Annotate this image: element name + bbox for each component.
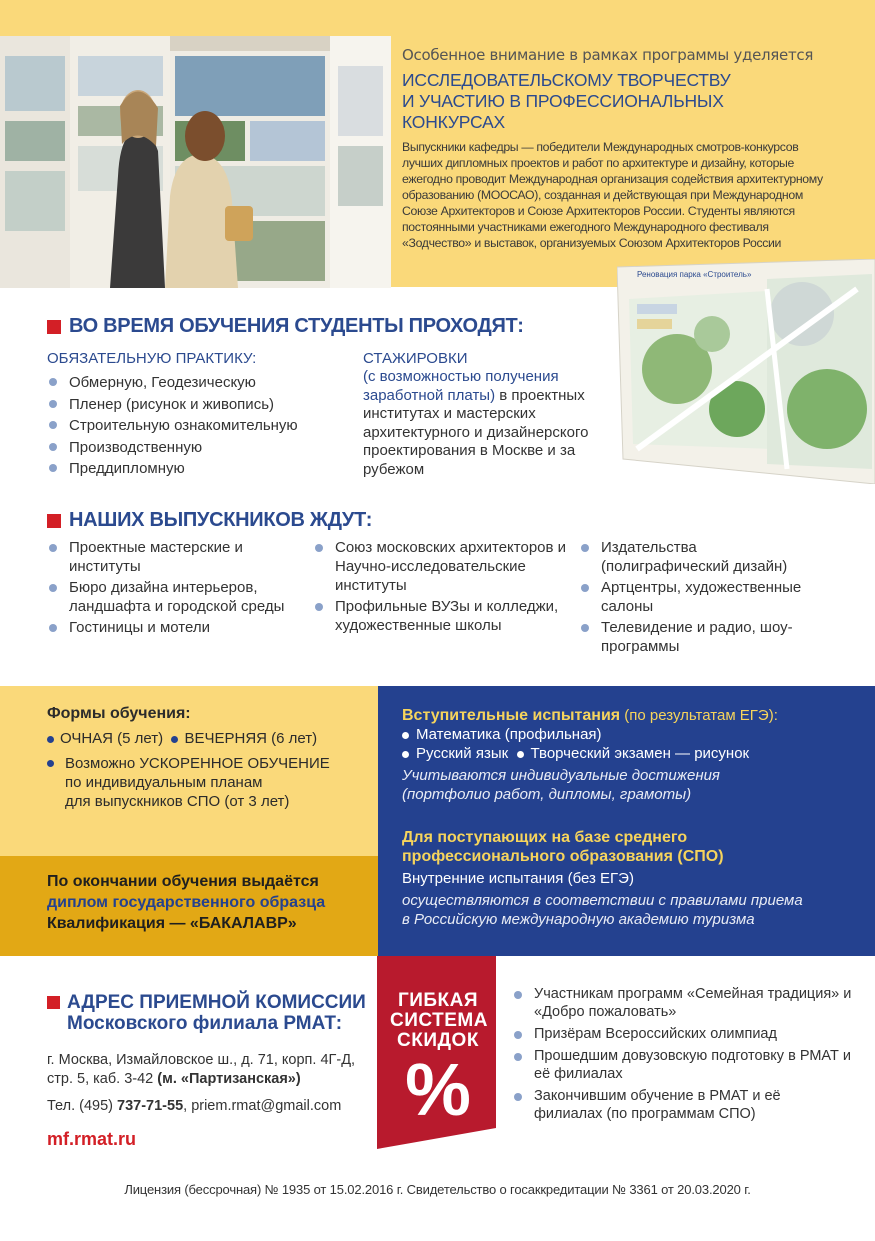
intro-body: Выпускники кафедры — победители Международных смотров-конкурсов лучших дипломных проектов и работ по архитектуре и дизайну, которые ежегодно проводит Международная организация содействия архитектурному образованию (МООСАО), созданная и действующая при Международном Союзе Архитекторов и Союзе Архитекторов России. Студенты являются постоянными участниками ежегодного Международного фестиваля «Зодчество» и выставок, организуемых Союзом Архитекторов России xyxy=(402,140,823,250)
forms-title: Формы обучения: xyxy=(47,705,191,722)
plan-caption: Реновация парка «Строитель» xyxy=(637,270,752,279)
spo-internal: Внутренние испытания (без ЕГЭ) xyxy=(402,870,634,887)
address-title-line: АДРЕС ПРИЕМНОЙ КОМИССИИ xyxy=(67,992,366,1013)
email-address[interactable]: , priem.rmat@gmail.com xyxy=(183,1098,342,1114)
spo-note-line: в Российскую международную академию туризма xyxy=(402,911,755,928)
list-item: Бюро дизайна интерьеров, ландшафта и городской среды xyxy=(47,578,292,616)
discount-badge-text xyxy=(390,991,486,1051)
exhibition-photo-image xyxy=(0,36,391,288)
bullet-icon xyxy=(47,760,54,767)
spo-title-line: профессионального образования (СПО) xyxy=(402,848,724,865)
exams-note-line: (портфолио работ, дипломы, грамоты) xyxy=(402,786,692,803)
intro-block xyxy=(402,46,842,251)
contact-line xyxy=(47,1098,341,1114)
bullet-icon xyxy=(517,751,524,758)
list-item: Участникам программ «Семейная традиция» и «Добро пожаловать» xyxy=(512,985,852,1021)
forms-block xyxy=(47,705,367,811)
exam-item: Творческий экзамен — рисунок xyxy=(530,745,750,762)
spo-block xyxy=(402,828,862,929)
spo-title-line: Для поступающих на базе среднего xyxy=(402,829,688,846)
accelerated-line: по индивидуальным планам xyxy=(65,774,263,791)
study-title: ВО ВРЕМЯ ОБУЧЕНИЯ СТУДЕНТЫ ПРОХОДЯТ: xyxy=(69,315,524,337)
exam-item: Математика (профильная) xyxy=(416,726,602,743)
discount-badge-line: СИСТЕМА xyxy=(390,1010,488,1031)
discount-list xyxy=(512,985,852,1127)
license-footer: Лицензия (бессрочная) № 1935 от 15.02.2016 г. Свидетельство о госаккредитации № 3361 от 20.03.2020 г. xyxy=(124,1182,751,1197)
list-item: Проектные мастерские и институты xyxy=(47,538,292,576)
exams-block xyxy=(402,706,862,804)
list-item: Артцентры, художественные салоны xyxy=(579,578,819,616)
red-square-icon xyxy=(47,514,61,528)
accelerated-item xyxy=(47,754,367,811)
bullet-icon xyxy=(402,751,409,758)
exams-note-line: Учитываются индивидуальные достижения xyxy=(402,767,720,784)
discount-badge-line: СКИДОК xyxy=(397,1030,479,1051)
practice-title: ОБЯЗАТЕЛЬНУЮ ПРАКТИКУ: xyxy=(47,350,257,367)
intro-heading-line: И УЧАСТИЮ В ПРОФЕССИОНАЛЬНЫХ xyxy=(402,91,724,111)
fulltime-label: ОЧНАЯ (5 лет) xyxy=(60,730,164,747)
grads-title: НАШИХ ВЫПУСКНИКОВ ЖДУТ: xyxy=(69,509,373,531)
exams-title-paren: (по результатам ЕГЭ): xyxy=(624,707,778,724)
internship-title: СТАЖИРОВКИ xyxy=(363,350,468,367)
internship-block xyxy=(363,349,623,479)
accelerated-line: Возможно УСКОРЕННОЕ ОБУЧЕНИЕ xyxy=(65,755,330,772)
list-item: Профильные ВУЗы и колледжи, художественные школы xyxy=(313,597,573,635)
website-link[interactable]: mf.rmat.ru xyxy=(47,1129,137,1149)
address-line: г. Москва, Измайловское ш., д. 71, корп. 4Г-Д, xyxy=(47,1052,356,1068)
bullet-icon xyxy=(171,736,178,743)
list-item: Союз московских архитекторов и Научно-исследовательские институты xyxy=(313,538,573,595)
practice-block xyxy=(47,349,347,480)
diploma-line: диплом государственного образца xyxy=(47,894,326,911)
address-title-line: Московского филиала РМАТ: xyxy=(67,1013,343,1034)
diploma-block xyxy=(47,871,367,934)
bullet-icon xyxy=(47,736,54,743)
intro-heading-line: КОНКУРСАХ xyxy=(402,112,506,132)
list-item: Гостиницы и мотели xyxy=(47,618,292,637)
intro-heading-line: ИССЛЕДОВАТЕЛЬСКОМУ ТВОРЧЕСТВУ xyxy=(402,70,731,90)
list-item: Призёрам Всероссийских олимпиад xyxy=(512,1025,852,1043)
phone-prefix: Тел. (495) xyxy=(47,1098,118,1114)
park-plan-image xyxy=(617,259,875,484)
list-item: Преддипломную xyxy=(47,458,347,480)
exams-title: Вступительные испытания xyxy=(402,707,621,724)
address-text xyxy=(47,1051,377,1088)
evening-label: ВЕЧЕРНЯЯ (6 лет) xyxy=(184,730,318,747)
list-item: Телевидение и радио, шоу-программы xyxy=(579,618,819,656)
exhibition-photo xyxy=(0,36,391,288)
list-item: Строительную ознакомительную xyxy=(47,415,347,437)
percent-icon: % xyxy=(405,1048,471,1131)
grads-column-2 xyxy=(313,538,573,637)
practice-list xyxy=(47,372,347,480)
study-section-title xyxy=(47,315,524,338)
red-square-icon xyxy=(47,320,61,334)
list-item: Закончившим обучение в РМАТ и её филиалах (по программам СПО) xyxy=(512,1087,852,1123)
forms-row xyxy=(47,729,367,748)
grads-column-1 xyxy=(47,538,292,639)
internship-paren: (с возможностью получения заработной платы) xyxy=(363,368,559,404)
list-item: Прошедшим довузовскую подготовку в РМАТ и её филиалах xyxy=(512,1047,852,1083)
address-line: стр. 5, каб. 3-42 xyxy=(47,1070,158,1087)
discount-badge-line: ГИБКАЯ xyxy=(397,990,479,1011)
park-plan-drawing xyxy=(617,259,875,484)
metro-station: (м. «Партизанская») xyxy=(157,1070,301,1087)
diploma-line: По окончании обучения выдаётся xyxy=(47,873,319,890)
grads-column-3 xyxy=(579,538,819,658)
list-item: Производственную xyxy=(47,437,347,459)
list-item: Издательства (полиграфический дизайн) xyxy=(579,538,819,576)
bullet-icon xyxy=(402,732,409,739)
grads-section-title xyxy=(47,509,372,532)
intro-heading xyxy=(402,70,842,133)
list-item: Пленер (рисунок и живопись) xyxy=(47,394,347,416)
intro-lead: Особенное внимание в рамках программы уделяется xyxy=(402,46,814,64)
phone-number[interactable]: 737-71-55 xyxy=(117,1098,184,1114)
address-title xyxy=(47,992,377,1034)
qualification-line: Квалификация — «БАКАЛАВР» xyxy=(47,915,297,932)
spo-note-line: осуществляются в соответствии с правилами приема xyxy=(402,892,803,909)
exam-item: Русский язык xyxy=(416,745,509,762)
list-item: Обмерную, Геодезическую xyxy=(47,372,347,394)
internship-text: в проектных институтах и мастерских архитектурного и дизайнерского проектирования в Москве и за рубежом xyxy=(363,386,589,478)
red-square-icon xyxy=(47,996,60,1009)
accelerated-line: для выпускников СПО (от 3 лет) xyxy=(65,793,290,810)
